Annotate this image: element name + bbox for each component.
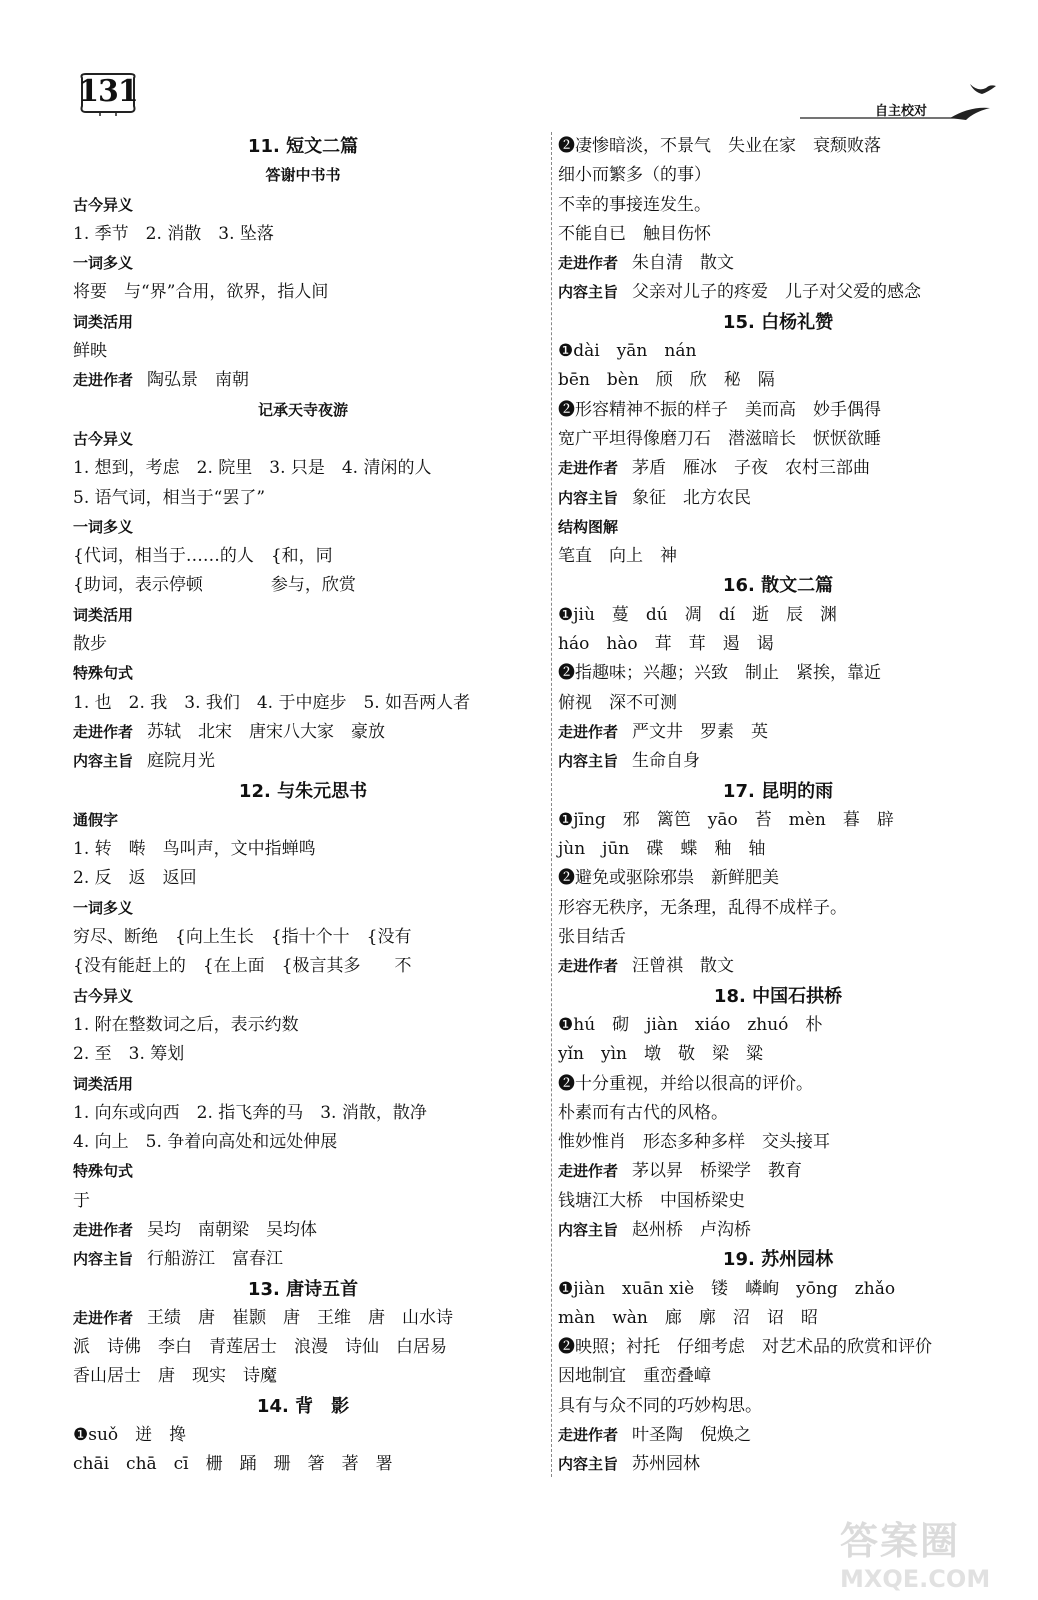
section-title: 13. 唐诗五首: [247, 1278, 359, 1300]
category-label: 结构图解: [558, 517, 619, 536]
tagged-row: [73, 1216, 533, 1245]
answer-line: 于: [73, 1190, 90, 1211]
answer-line: 4. 向上 5. 争着向高处和远处伸展: [73, 1132, 338, 1153]
row-text: 象征 北方农民: [632, 487, 752, 508]
section-title: 17. 昆明的雨: [722, 780, 834, 802]
tagged-row: [558, 1450, 998, 1479]
tagged-row: [558, 952, 998, 981]
tagged-row: [558, 718, 998, 747]
page-number: 131: [78, 74, 138, 109]
tagged-row: [558, 454, 998, 483]
row-tag: 走进作者: [558, 254, 619, 273]
row-tag: 走进作者: [558, 459, 619, 478]
row-text: 陶弘景 南朝: [147, 370, 250, 391]
row-text: 严文井 罗素 英: [632, 721, 769, 742]
answer-line: yǐn yìn 墩 敬 梁 粱: [558, 1044, 763, 1065]
answer-line: {没有能赶上的 {在上面 {极言其多 不: [73, 956, 412, 977]
answer-line: 派 诗佛 李白 青莲居士 浪漫 诗仙 白居易: [73, 1337, 447, 1358]
tagged-row: [558, 1157, 998, 1186]
answer-line: 形容无秩序，无条理，乱得不成样子。: [558, 897, 847, 918]
row-tag: 走进作者: [73, 371, 134, 390]
answer-line: 宽广平坦得像磨刀石 潜滋暗长 恹恹欲睡: [558, 428, 881, 449]
row-tag: 走进作者: [73, 1220, 134, 1239]
answer-line: 俯视 深不可测: [558, 692, 677, 713]
tagged-row: [73, 718, 533, 747]
answer-line: ❷形容精神不振的样子 美而高 妙手偶得: [558, 399, 881, 420]
answer-line: 因地制宜 重峦叠嶂: [558, 1366, 711, 1387]
answer-line: 1. 附在整数词之后，表示约数: [73, 1014, 299, 1035]
answer-line: màn wàn 廊 廓 沼 诏 昭: [558, 1307, 818, 1328]
answer-line: 1. 季节 2. 消散 3. 坠落: [73, 223, 274, 244]
tagged-row: [558, 278, 998, 307]
row-tag: 走进作者: [558, 1162, 619, 1181]
category-label: 一词多义: [73, 254, 134, 273]
row-text: 朱自清 散文: [632, 253, 735, 274]
answer-line: 不能自已 触目伤怀: [558, 223, 711, 244]
answer-line: 鲜映: [73, 341, 107, 362]
row-text: 行船游江 富春江: [147, 1249, 284, 1270]
row-text: 苏轼 北宋 唐宋八大家 豪放: [147, 721, 386, 742]
tagged-row: [558, 747, 998, 776]
answer-line: 不幸的事接连发生。: [558, 194, 711, 215]
answer-line: 细小而繁多（的事）: [558, 165, 711, 186]
answer-line: ❶hú 砌 jiàn xiáo zhuó 朴: [558, 1014, 823, 1035]
row-text: 茅以昇 桥梁学 教育: [632, 1161, 803, 1182]
page-number-badge: [76, 70, 140, 116]
row-tag: 内容主旨: [73, 1250, 134, 1269]
answer-line: 5. 语气词，相当于“罢了”: [73, 487, 266, 508]
category-label: 一词多义: [73, 898, 134, 917]
row-tag: 内容主旨: [558, 488, 619, 507]
answer-line: ❶suǒ 迸 搀: [73, 1425, 187, 1446]
row-text: 王绩 唐 崔颢 唐 王维 唐 山水诗: [147, 1307, 454, 1328]
section-title: 19. 苏州园林: [722, 1249, 834, 1271]
row-tag: 内容主旨: [558, 1220, 619, 1239]
row-tag: 内容主旨: [558, 283, 619, 302]
answer-line: ❶jiù 蔓 dú 凋 dí 逝 辰 渊: [558, 604, 838, 625]
tagged-row: [558, 484, 998, 513]
header-label: 自主校对: [875, 104, 928, 119]
category-label: 古今异义: [73, 195, 134, 214]
row-tag: 走进作者: [73, 722, 134, 741]
category-label: 词类活用: [73, 312, 134, 331]
row-text: 汪曾祺 散文: [632, 956, 735, 977]
section-title: 11. 短文二篇: [247, 136, 359, 157]
answer-line: 2. 反 返 返回: [73, 868, 197, 889]
answer-line: 张目结舌: [558, 927, 626, 948]
answer-line: ❶dài yān nán: [558, 341, 697, 362]
answer-line: 1. 向东或向西 2. 指飞奔的马 3. 消散，散净: [73, 1102, 427, 1123]
answer-line: 散步: [73, 634, 107, 655]
tagged-row: [73, 747, 533, 776]
category-label: 特殊句式: [73, 664, 134, 683]
category-label: 特殊句式: [73, 1162, 134, 1181]
tagged-row: [73, 1304, 533, 1333]
answer-line: 惟妙惟肖 形态多种多样 交头接耳: [558, 1132, 830, 1153]
row-text: 叶圣陶 倪焕之: [632, 1425, 752, 1446]
row-tag: 走进作者: [558, 957, 619, 976]
tagged-row: [558, 1216, 998, 1245]
category-label: 古今异义: [73, 986, 134, 1005]
answer-line: ❷避免或驱除邪祟 新鲜肥美: [558, 868, 779, 889]
tagged-row: [558, 249, 998, 278]
answer-line: 1. 想到，考虑 2. 院里 3. 只是 4. 清闲的人: [73, 458, 432, 479]
section-title: 12. 与朱元思书: [238, 780, 368, 802]
category-label: 词类活用: [73, 1074, 134, 1093]
subsection-title: 答谢中书书: [265, 166, 341, 185]
row-text: 赵州桥 卢沟桥: [632, 1219, 752, 1240]
answer-line: ❶jīng 邪 篱笆 yāo 苔 mèn 暮 辟: [558, 809, 894, 830]
row-tag: 内容主旨: [73, 752, 134, 771]
answer-line: 1. 转 啭 鸟叫声，文中指蝉鸣: [73, 839, 316, 860]
answer-line: 2. 至 3. 筹划: [73, 1044, 185, 1065]
subsection-title: 记承天寺夜游: [257, 400, 348, 419]
answer-line: 钱塘江大桥 中国桥梁史: [558, 1190, 745, 1211]
row-text: 吴均 南朝梁 吴均体: [147, 1219, 318, 1240]
answer-line: jùn jūn 碟 蝶 釉 轴: [558, 839, 766, 860]
answer-line: ❷指趣味；兴趣；兴致 制止 紧挨，靠近: [558, 663, 881, 684]
right-column: [558, 132, 998, 1480]
tagged-row: [558, 1421, 998, 1450]
watermark-url: MXQE.COM: [840, 1565, 991, 1593]
row-text: 茅盾 雁冰 子夜 农村三部曲: [632, 458, 871, 479]
row-tag: 走进作者: [558, 1426, 619, 1445]
row-text: 庭院月光: [147, 751, 216, 772]
row-text: 生命自身: [632, 751, 701, 772]
answer-line: ❷凄惨暗淡，不景气 失业在家 衰颓败落: [558, 136, 881, 156]
answer-line: {助词，表示停顿 参与，欣赏: [73, 575, 356, 596]
answer-line: bēn bèn 颀 欣 秘 隔: [558, 370, 775, 391]
category-label: 一词多义: [73, 517, 134, 536]
row-tag: 走进作者: [73, 1308, 134, 1327]
category-label: 通假字: [73, 810, 119, 829]
answer-line: 穷尽、断绝 {向上生长 {指十个十 {没有: [73, 927, 412, 948]
category-label: 词类活用: [73, 605, 134, 624]
row-tag: 内容主旨: [558, 752, 619, 771]
answer-line: 具有与众不同的巧妙构思。: [558, 1395, 762, 1416]
answer-line: ❷十分重视，并给以很高的评价。: [558, 1073, 813, 1094]
answer-line: ❶jiàn xuān xiè 镂 嶙峋 yōng zhǎo: [558, 1278, 896, 1299]
section-title: 18. 中国石拱桥: [713, 985, 843, 1007]
tagged-row: [73, 366, 533, 395]
section-title: 15. 白杨礼赞: [722, 311, 834, 333]
row-tag: 走进作者: [558, 722, 619, 741]
answer-line: 将要 与“界”合用，欲界，指人间: [73, 282, 329, 303]
answer-line: 笔直 向上 神: [558, 546, 677, 567]
answer-line: 1. 也 2. 我 3. 我们 4. 于中庭步 5. 如吾两人者: [73, 692, 471, 713]
answer-line: {代词，相当于……的人 {和，同: [73, 546, 333, 567]
answer-line: 朴素而有古代的风格。: [558, 1102, 728, 1123]
section-title: 16. 散文二篇: [722, 575, 834, 597]
watermark-logo-text: 答案圈: [840, 1519, 961, 1563]
category-label: 古今异义: [73, 429, 134, 448]
row-tag: 内容主旨: [558, 1455, 619, 1474]
answer-line: háo hào 茸 茸 遏 谒: [558, 634, 774, 655]
left-column: [73, 132, 533, 1480]
answer-line: chāi chā cī 栅 踊 珊 箸 著 署: [73, 1454, 393, 1475]
section-title: 14. 背 影: [256, 1395, 350, 1417]
tagged-row: [73, 1245, 533, 1274]
row-text: 苏州园林: [632, 1454, 701, 1475]
row-text: 父亲对儿子的疼爱 儿子对父爱的感念: [632, 282, 922, 303]
answer-line: 香山居士 唐 现实 诗魔: [73, 1366, 277, 1387]
page-header: [760, 78, 1000, 128]
column-divider: [551, 132, 552, 1477]
watermark: [840, 1510, 1010, 1593]
answer-line: ❷映照；衬托 仔细考虑 对艺术品的欣赏和评价: [558, 1337, 932, 1358]
